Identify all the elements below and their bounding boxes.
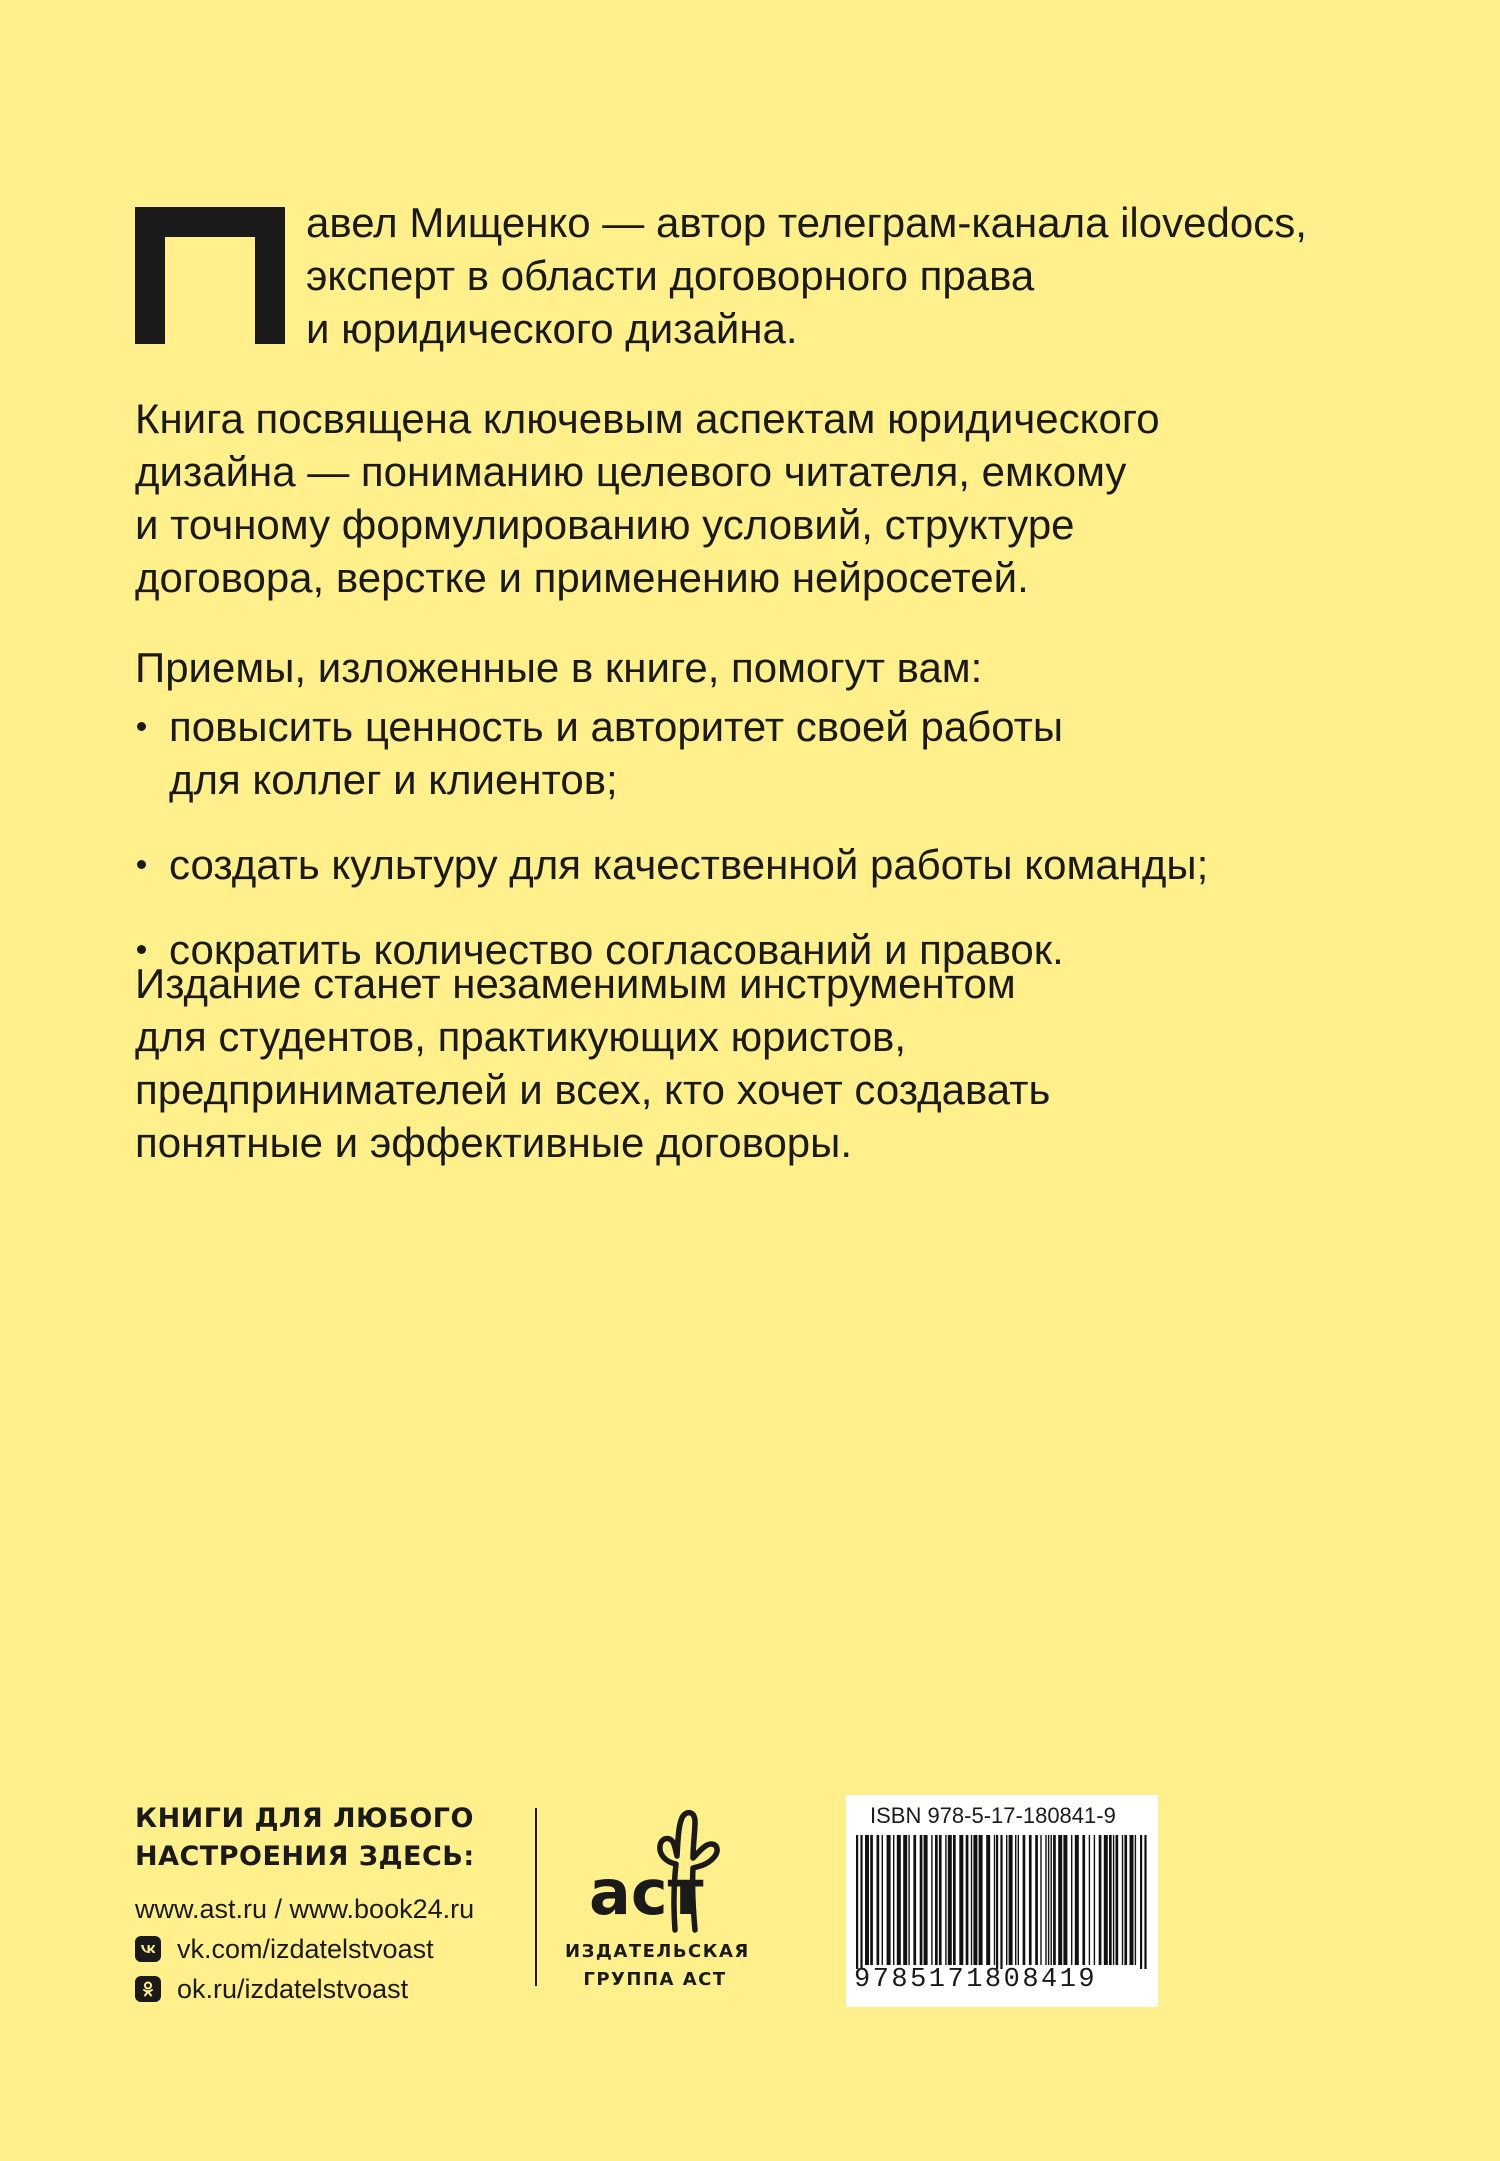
promo-line: НАСТРОЕНИЯ ЗДЕСЬ: <box>135 1841 475 1872</box>
list-item-line: создать культуру для качественной работы команды; <box>169 841 1209 888</box>
intro-line: авел Мищенко — автор телеграм-канала ilovedocs, <box>306 199 1307 246</box>
benefits-intro-text: Приемы, изложенные в книге, помогут вам: <box>135 644 983 691</box>
barcode-icon <box>850 1835 1154 1969</box>
dropcap-letter <box>135 207 285 344</box>
intro-line: эксперт в области договорного права <box>306 252 1035 299</box>
bullet-icon <box>137 945 146 954</box>
description-line: договора, верстке и применению нейросетей. <box>135 554 1029 601</box>
publisher-caption <box>565 1938 750 1994</box>
description-line: Книга посвящена ключевым аспектам юридического <box>135 395 1160 442</box>
promo-line: КНИГИ ДЛЯ ЛЮБОГО <box>135 1803 474 1834</box>
list-item-line: сократить количество согласований и правок. <box>169 926 1064 973</box>
publisher-logo <box>565 1800 750 2000</box>
caption-line: ГРУППА АСТ <box>583 1969 727 1990</box>
description-line: и точному формулированию условий, структуре <box>135 501 1075 548</box>
list-item <box>135 700 1375 806</box>
list-item <box>135 838 1375 891</box>
isbn-text: ISBN 978-5-17-180841-9 <box>870 1803 1116 1828</box>
audience-line: для студентов, практикующих юристов, <box>135 1013 907 1060</box>
benefits-intro <box>135 641 1375 694</box>
author-intro <box>306 196 1406 355</box>
logo-text: аст <box>589 1856 704 1929</box>
social-link-ok[interactable] <box>135 1970 535 2008</box>
ok-icon <box>135 1976 161 2002</box>
list-item-line: для коллег и клиентов; <box>169 756 618 803</box>
footer-divider <box>535 1808 537 1986</box>
audience-line: предпринимателей и всех, кто хочет создавать <box>135 1066 1051 1113</box>
bullet-icon <box>137 860 146 869</box>
footer-links <box>135 1800 535 2008</box>
barcode-digits: 9785171808419 <box>854 1965 1098 1995</box>
intro-line: и юридического дизайна. <box>306 305 798 352</box>
website-links[interactable]: www.ast.ru / www.book24.ru <box>135 1894 475 1924</box>
description-line: дизайна — пониманию целевого читателя, емкому <box>135 448 1127 495</box>
ok-link-text: ok.ru/izdatelstvoast <box>177 1974 409 2004</box>
isbn-barcode <box>846 1795 1158 2007</box>
vk-link-text: vk.com/izdatelstvoast <box>177 1934 434 1964</box>
promo-heading <box>135 1800 535 1876</box>
audience-line: понятные и эффективные договоры. <box>135 1119 853 1166</box>
ast-logo-icon <box>583 1802 727 1938</box>
bullet-icon <box>137 722 146 731</box>
caption-line: ИЗДАТЕЛЬСКАЯ <box>565 1941 750 1962</box>
audience-paragraph <box>135 957 1375 1169</box>
vk-icon <box>135 1936 161 1962</box>
audience-line: Издание станет незаменимым инструментом <box>135 960 1016 1007</box>
social-link-vk[interactable] <box>135 1930 535 1968</box>
book-description <box>135 392 1375 604</box>
list-item-line: повысить ценность и авторитет своей работы <box>169 703 1064 750</box>
